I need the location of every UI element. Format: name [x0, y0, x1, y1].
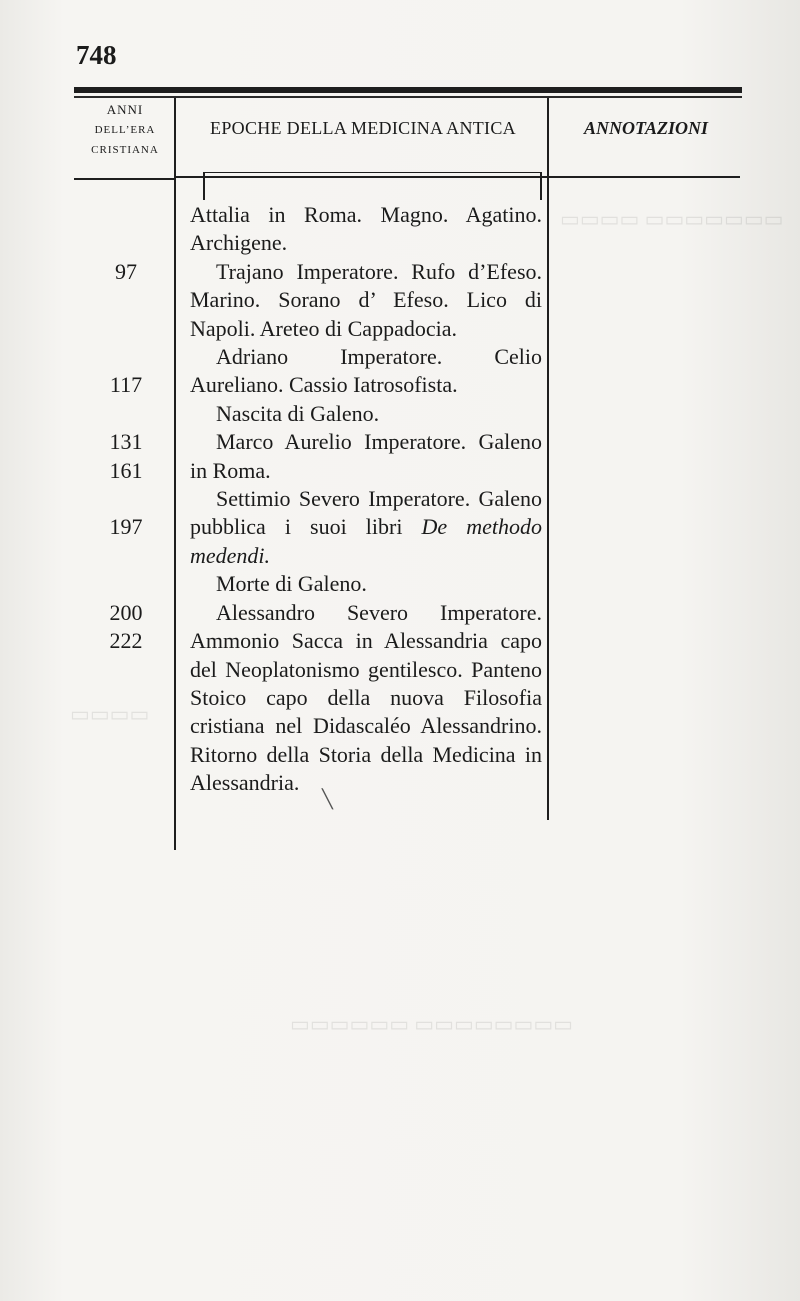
epochs-box-right: [540, 172, 542, 200]
entry-161: Marco Aurelio Imperatore. Galeno in Roma.: [190, 429, 542, 483]
header-years-line1: ANNI: [106, 102, 144, 117]
entry-97: Trajano Imperatore. Rufo d’Efeso. Marino. Sorano d’ Efeso. Lico di Napoli. Areteo di Cappadocia.: [190, 258, 542, 341]
entry-200: Morte di Galeno.: [216, 571, 367, 597]
header-years-column: [78, 100, 172, 160]
header-bottom-rule-right: [176, 176, 740, 178]
year-222: 222: [109, 628, 143, 653]
header-years-line2: DELL’ERA: [94, 124, 156, 136]
header-years-line3: CRISTIANA: [91, 144, 159, 156]
entry-197: [190, 485, 542, 570]
epochs-column-text: [190, 201, 542, 798]
bleed-through-right: ▭▭▭▭ ▭▭▭▭▭▭▭: [560, 207, 784, 231]
year-131: 131: [109, 429, 143, 455]
epochs-top-rule: [204, 172, 540, 173]
column-divider-left: [174, 98, 176, 850]
header-epochs-column: EPOCHE DELLA MEDICINA ANTICA: [210, 118, 516, 138]
year-200: 200: [109, 599, 143, 625]
header-bottom-rule-left: [74, 178, 174, 180]
page-number: 748: [76, 40, 117, 70]
year-117: 117: [109, 372, 143, 398]
stray-mark: ╲: [322, 789, 333, 809]
header-annotations-column: ANNOTAZIONI: [583, 118, 708, 138]
entry-222: Alessandro Severo Imperatore. Ammonio Sacca in Alessandria capo del Neoplatonismo gentilesco. Panteno Stoico capo della nuova Filosofia cristiana nel Didascaléo Alessandrino. Ritorno della Storia della Medicina in Alessandria.: [190, 599, 542, 796]
column-divider-right: [547, 98, 549, 820]
entry-attalia: Attalia in Roma. Magno. Agatino. Archigene.: [190, 202, 542, 256]
year-161: 161: [109, 457, 143, 483]
header-rule-thick: [74, 87, 742, 93]
entry-197-text: Settimio Severo Imperatore. Galeno pubblica i suoi libri: [190, 486, 542, 540]
bleed-through-bottom: ▭▭▭▭▭▭ ▭▭▭▭▭▭▭▭: [290, 1012, 574, 1036]
bleed-through-left: ▭▭▭▭: [70, 702, 150, 726]
epochs-box-left: [203, 172, 205, 200]
year-97: 97: [115, 258, 137, 284]
entry-197-title: De methodo medendi.: [190, 514, 543, 568]
year-197: 197: [109, 514, 143, 540]
entry-131: Nascita di Galeno.: [216, 400, 380, 426]
entry-117: Adriano Imperatore. Celio Aureliano. Cassio Iatrosofista.: [190, 344, 542, 398]
